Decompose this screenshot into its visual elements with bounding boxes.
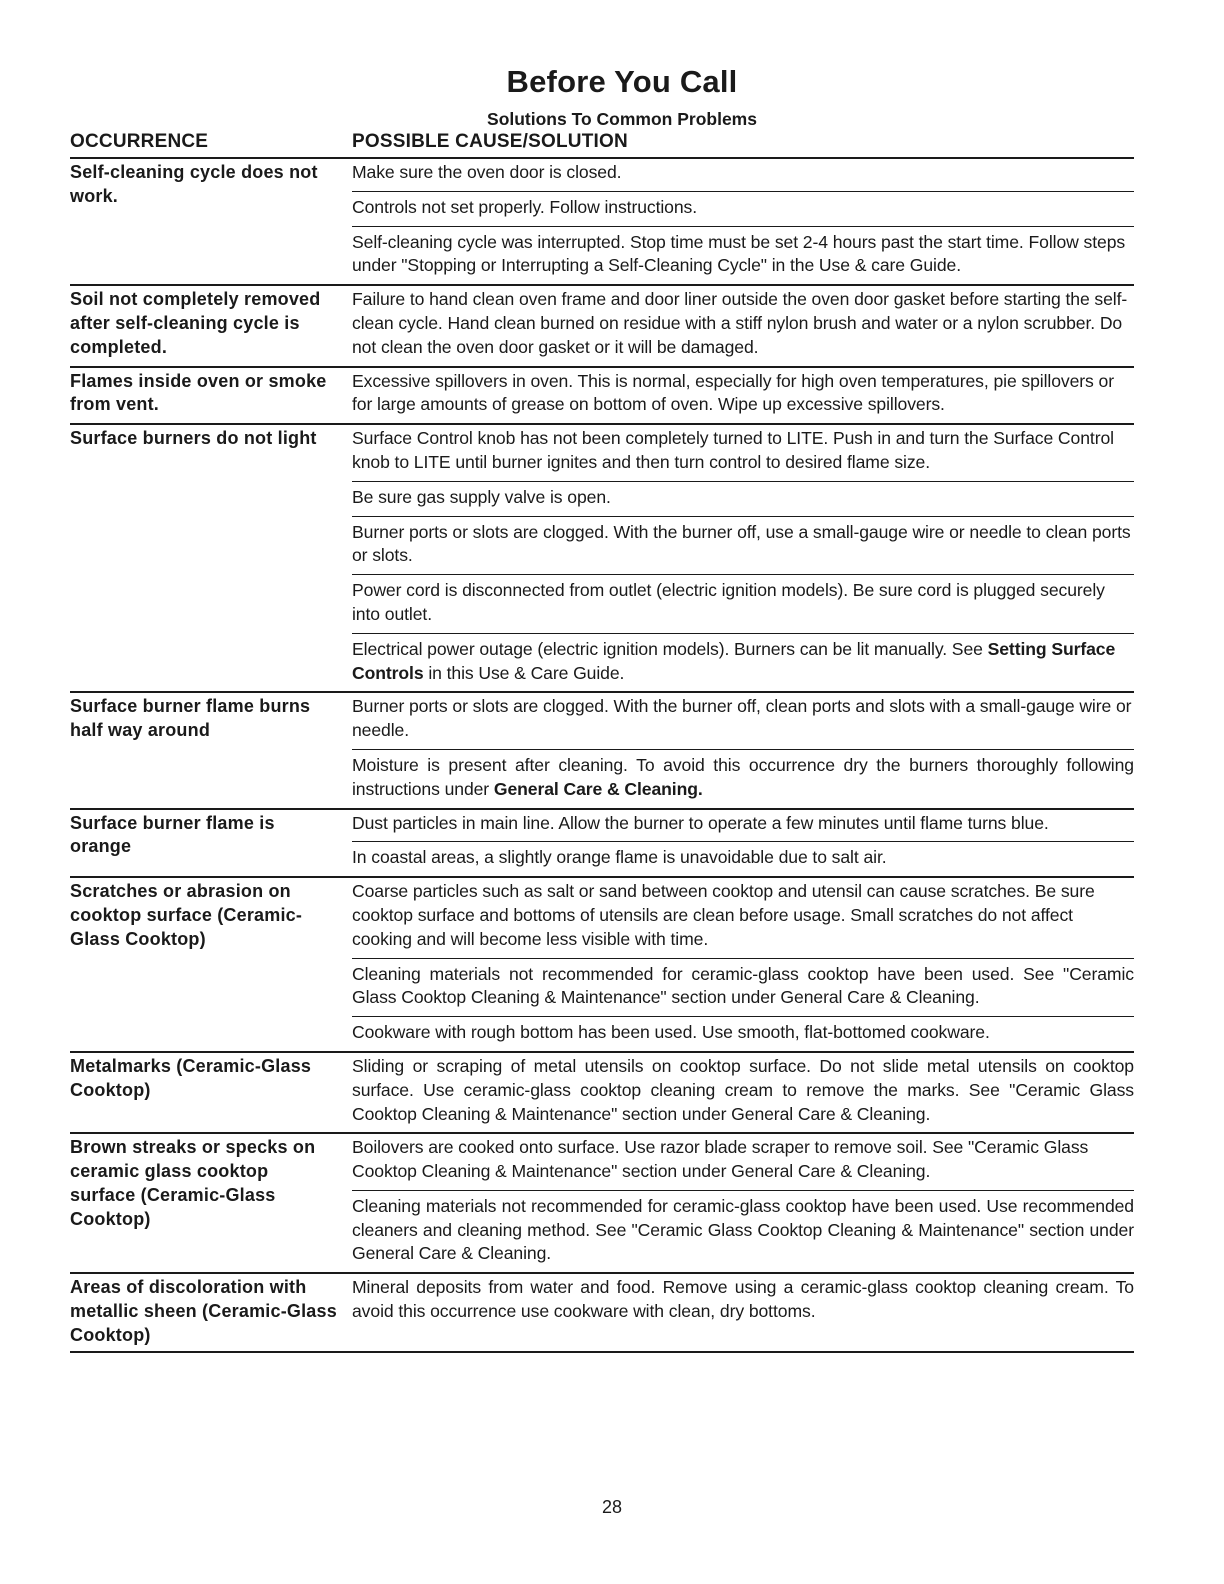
solution-text: Controls not set properly. Follow instructions.	[352, 196, 698, 217]
solution-text: Burner ports or slots are clogged. With the burner off, use a small-gauge wire or needle to clean ports or slots.	[352, 521, 1131, 566]
solution-text: Coarse particles such as salt or sand between cooktop and utensil can cause scratches. Be sure cooktop surface and bottoms of utensils are clean before usage. Small scratches do not affect cooking and will become less visible with time.	[352, 881, 1095, 949]
solution-text: Cookware with rough bottom has been used. Use smooth, flat-bottomed cookware.	[352, 1022, 990, 1043]
solution-item	[352, 574, 1134, 633]
solutions-cell	[352, 878, 1134, 1051]
solution-item	[352, 481, 1134, 516]
occurrence-cell: Surface burner flame is orange	[70, 812, 275, 857]
solution-text-after: in this Use & Care Guide.	[423, 662, 625, 683]
occurrence-cell: Flames inside oven or smoke from vent.	[70, 370, 327, 415]
solutions-cell	[352, 159, 1134, 284]
solution-text: Sliding or scraping of metal utensils on cooktop surface. Do not slide metal utensils on cooktop surface. Use ceramic-glass cooktop cleaning cream to remove the marks. See "Ceramic Glass Cooktop Cleaning & Maintenance" section under General Care & Cleaning.	[352, 1055, 1134, 1124]
table-header	[70, 130, 1134, 154]
solution-text: Self-cleaning cycle was interrupted. Stop time must be set 2-4 hours past the start time. Follow steps under "Stopping or Interrupting a Self-Cleaning Cycle" in the Use & care Guide.	[352, 231, 1126, 276]
solution-text: Burner ports or slots are clogged. With the burner off, clean ports and slots with a small-gauge wire or needle.	[352, 696, 1132, 741]
occurrence-column-header: OCCURRENCE	[70, 131, 209, 152]
occurrence-cell: Surface burners do not light	[70, 428, 317, 449]
page-subtitle: Solutions To Common Problems	[487, 109, 757, 129]
table-row	[70, 286, 1134, 367]
table-row	[70, 1274, 1134, 1352]
solution-item	[352, 1016, 1134, 1051]
solution-text: Surface Control knob has not been completely turned to LITE. Push in and turn the Surface Control knob to LITE until burner ignites and then turn control to desired flame size.	[352, 428, 1114, 472]
solution-item	[352, 958, 1134, 1017]
solution-item	[352, 1134, 1134, 1190]
table-row	[70, 810, 1134, 879]
page-number: 28	[601, 1497, 623, 1517]
solution-item	[352, 693, 1134, 749]
solution-text: Mineral deposits from water and food. Remove using a ceramic-glass cooktop cleaning cream. To avoid this occurrence use cookware with clean, dry bottoms.	[352, 1277, 1134, 1322]
table-row	[70, 878, 1134, 1053]
solution-item	[352, 286, 1134, 365]
solution-text: Dust particles in main line. Allow the burner to operate a few minutes until flame turns blue.	[352, 812, 1049, 833]
solution-text: Power cord is disconnected from outlet (electric ignition models). Be sure cord is plugged securely into outlet.	[352, 580, 1105, 624]
solution-item	[352, 633, 1134, 692]
occurrence-cell: Self-cleaning cycle does not work.	[70, 162, 318, 206]
occurrence-cell: Soil not completely removed after self-cleaning cycle is completed.	[70, 289, 321, 357]
solution-item	[352, 226, 1134, 285]
table-row	[70, 368, 1134, 426]
solution-item	[352, 1274, 1134, 1330]
solution-item	[352, 425, 1134, 481]
solution-emphasis: General Care & Cleaning.	[493, 778, 703, 799]
page-title: Before You Call	[506, 64, 738, 99]
solution-item	[352, 1190, 1134, 1272]
occurrence-cell: Areas of discoloration with metallic sheen (Ceramic-Glass Cooktop)	[70, 1277, 337, 1345]
solution-text: Electrical power outage (electric ignition models). Burners can be lit manually. See	[352, 638, 988, 659]
solutions-cell	[352, 286, 1134, 365]
solution-text: Boilovers are cooked onto surface. Use razor blade scraper to remove soil. See "Ceramic Glass Cooktop Cleaning & Maintenance" section under General Care & Cleaning.	[352, 1137, 1089, 1182]
solution-item	[352, 191, 1134, 226]
occurrence-cell: Surface burner flame burns half way around	[70, 696, 311, 741]
solutions-cell	[352, 1134, 1134, 1272]
solution-item	[352, 878, 1134, 957]
page	[70, 62, 1134, 1353]
solution-item	[352, 159, 1134, 191]
solutions-cell	[352, 368, 1134, 424]
solution-item	[352, 749, 1134, 808]
solutions-cell	[352, 693, 1134, 807]
solution-text: Failure to hand clean oven frame and door liner outside the oven door gasket before starting the self-clean cycle. Hand clean burned on residue with a stiff nylon brush and water or a nylon scrubber. Do not clean the oven door gasket or it will be damaged.	[352, 289, 1128, 357]
solutions-cell	[352, 1053, 1134, 1132]
solution-text: Make sure the oven door is closed.	[352, 162, 622, 182]
solutions-cell	[352, 1274, 1134, 1350]
occurrence-cell: Brown streaks or specks on ceramic glass cooktop surface (Ceramic-Glass Cooktop)	[70, 1137, 316, 1229]
table-row	[70, 159, 1134, 286]
solution-emphasis: Setting Surface Controls	[352, 638, 1116, 683]
solution-text: Be sure gas supply valve is open.	[352, 486, 611, 507]
solutions-cell	[352, 425, 1134, 691]
table-row	[70, 1134, 1134, 1274]
solution-column-header: POSSIBLE CAUSE/SOLUTION	[352, 131, 628, 152]
solution-item	[352, 810, 1134, 842]
solution-text: Excessive spillovers in oven. This is normal, especially for high oven temperatures, pie spillovers or for large amounts of grease on bottom of oven. Wipe up excessive spillovers.	[352, 370, 1114, 415]
solution-item	[352, 516, 1134, 575]
solution-text: Cleaning materials not recommended for ceramic-glass cooktop have been used. See "Ceramic Glass Cooktop Cleaning & Maintenance" section under General Care & Cleaning.	[352, 963, 1134, 1008]
table-row	[70, 693, 1134, 809]
solution-item	[352, 1053, 1134, 1132]
solution-item	[352, 368, 1134, 424]
table-row	[70, 1053, 1134, 1134]
solution-text: In coastal areas, a slightly orange flame is unavoidable due to salt air.	[352, 847, 887, 868]
troubleshooting-table	[70, 159, 1134, 1353]
solution-item	[352, 841, 1134, 876]
occurrence-cell: Metalmarks (Ceramic-Glass Cooktop)	[70, 1055, 312, 1100]
solutions-cell	[352, 810, 1134, 877]
table-row	[70, 425, 1134, 693]
solution-text: Moisture is present after cleaning. To avoid this occurrence dry the burners thoroughly following instructions under	[352, 754, 1134, 799]
solution-text: Cleaning materials not recommended for ceramic-glass cooktop have been used. Use recommended cleaners and cleaning method. See "Ceramic Glass Cooktop Cleaning & Maintenance" section under General Care & Cleaning.	[352, 1195, 1134, 1264]
occurrence-cell: Scratches or abrasion on cooktop surface (Ceramic-Glass Cooktop)	[70, 881, 303, 949]
